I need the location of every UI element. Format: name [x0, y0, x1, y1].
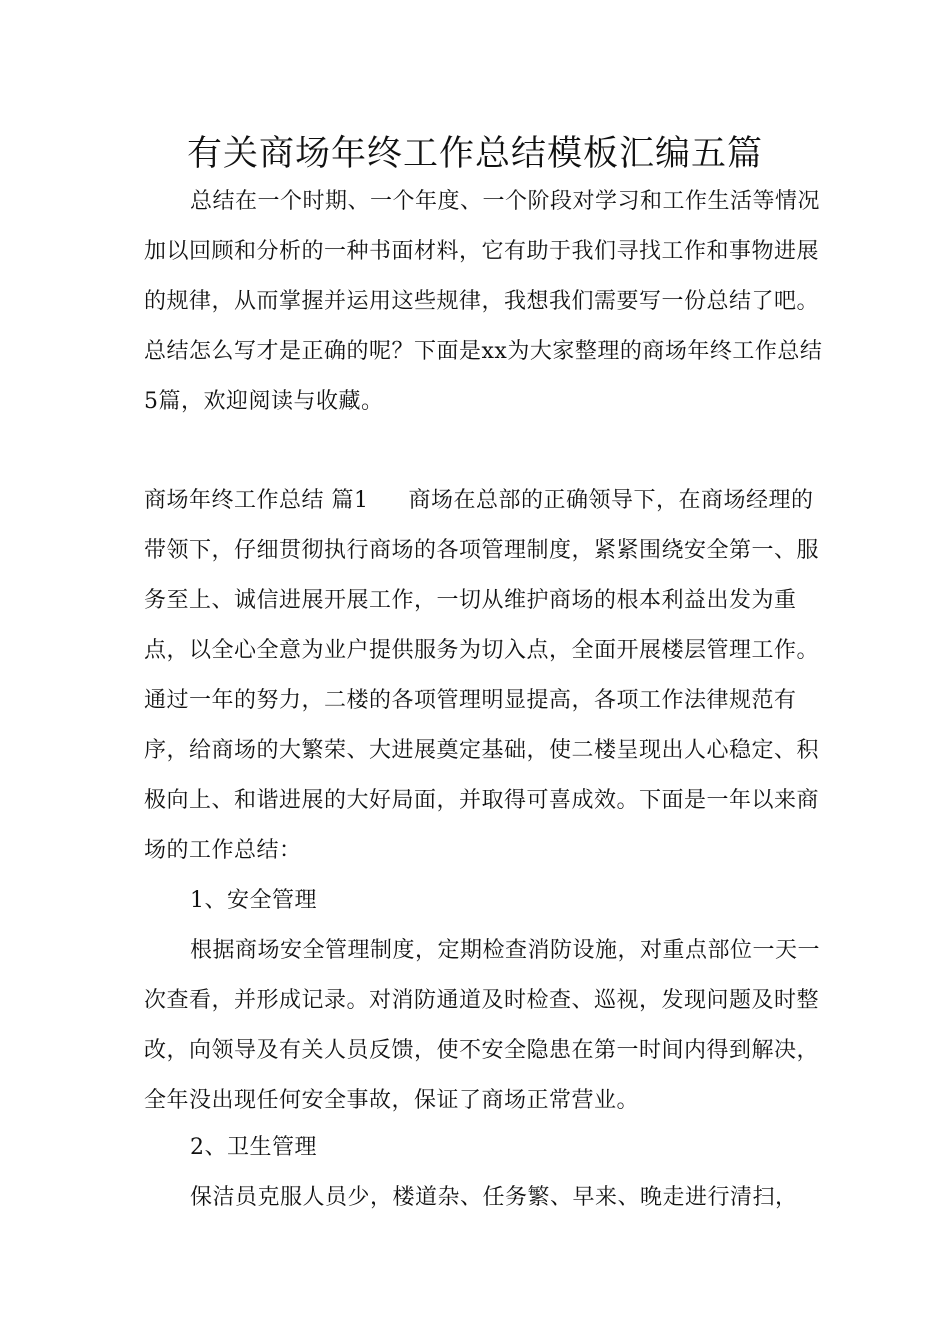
item-1-heading: 1、安全管理	[190, 888, 317, 913]
section-1-heading: 商场年终工作总结 篇1	[144, 488, 369, 513]
document-title: 有关商场年终工作总结模板汇编五篇	[186, 134, 763, 174]
item-2-heading: 2、卫生管理	[190, 1135, 317, 1160]
section-1-lead: 商场在总部的正确领导下，在商场经理的带领下，仔细贯彻执行商场的各项管理制度，紧紧围绕安全第一、服务至上、诚信进展开展工作，一切从维护商场的根本利益出发为重点，以全心全意为业户提供服务为切入点，全面开展楼层管理工作。通过一年的努力，二楼的各项管理明显提高，各项工作法律规范有序，给商场的大繁荣、大进展奠定基础，使二楼呈现出人心稳定、积极向上、和谐进展的大好局面，并取得可喜成效。下面是一年以来商场的工作总结：	[144, 488, 820, 863]
item-2-paragraph: 保洁员克服人员少，楼道杂、任务繁、早来、晚走进行清扫，	[190, 1185, 798, 1210]
section-1-paragraph	[144, 476, 824, 876]
intro-paragraph: 总结在一个时期、一个年度、一个阶段对学习和工作生活等情况加以回顾和分析的一种书面材料，它有助于我们寻找工作和事物进展的规律，从而掌握并运用这些规律，我想我们需要写一份总结了吧。总结怎么写才是正确的呢？下面是xx为大家整理的商场年终工作总结5篇，欢迎阅读与收藏。	[144, 189, 823, 414]
item-1-paragraph: 根据商场安全管理制度，定期检查消防设施，对重点部位一天一次查看，并形成记录。对消防通道及时检查、巡视，发现问题及时整改，向领导及有关人员反馈，使不安全隐患在第一时间内得到解决，全年没出现任何安全事故，保证了商场正常营业。	[144, 938, 821, 1113]
